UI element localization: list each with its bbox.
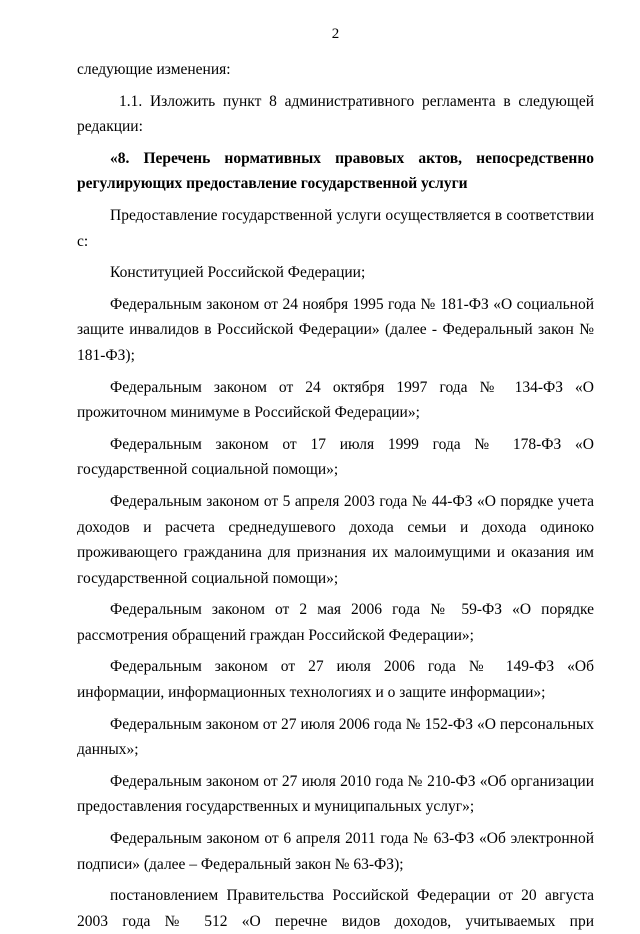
paragraph-intro: следующие изменения:	[77, 61, 231, 78]
list-item-law-181: Федеральным законом от 24 ноября 1995 года № 181-ФЗ «О социальной защите инвалидов в Российской Федерации» (далее - Федеральный закон № 181-ФЗ);	[77, 295, 594, 364]
list-item-law-134: Федеральным законом от 24 октября 1997 года № 134-ФЗ «О прожиточном минимуме в Российской Федерации»;	[77, 378, 594, 422]
list-item-law-63: Федеральным законом от 6 апреля 2011 года № 63-ФЗ «Об электронной подписи» (далее – Федеральный закон № 63-ФЗ);	[77, 830, 594, 873]
list-item-law-149: Федеральным законом от 27 июля 2006 года № 149-ФЗ «Об информации, информационных технологиях и о защите информации»;	[77, 658, 594, 702]
list-item-law-178: Федеральным законом от 17 июля 1999 года № 178-ФЗ «О государственной социальной помощи»;	[77, 435, 594, 479]
list-item-law-44: Федеральным законом от 5 апреля 2003 года № 44-ФЗ «О порядке учета доходов и расчета среднедушевого дохода семьи и дохода одиноко проживающего гражданина для признания их малоимущими и оказания им государственной социальной помощи»;	[77, 492, 594, 587]
paragraph-amendment-1-1: 1.1. Изложить пункт 8 административного регламента в следующей редакции:	[77, 92, 594, 136]
paragraph-basis: Предоставление государственной услуги осуществляется в соответствии с:	[77, 206, 594, 250]
list-item-law-152: Федеральным законом от 27 июля 2006 года № 152-ФЗ «О персональных данных»;	[77, 715, 594, 759]
list-item-law-59: Федеральным законом от 2 мая 2006 года № 59-ФЗ «О порядке рассмотрения обращений граждан Российской Федерации»;	[77, 601, 594, 644]
section-heading: «8. Перечень нормативных правовых актов, непосредственно регулирующих предоставление государственной услуги	[77, 149, 594, 193]
document-body	[77, 57, 594, 934]
list-item-constitution: Конституцией Российской Федерации;	[110, 264, 366, 282]
page-number: 2	[331, 26, 340, 42]
list-item-resolution-512: постановлением Правительства Российской Федерации от 20 августа 2003 года № 512 «О перечне видов доходов, учитываемых при	[77, 887, 594, 930]
list-item-law-210: Федеральным законом от 27 июля 2010 года № 210-ФЗ «Об организации предоставления государственных и муниципальных услуг»;	[77, 772, 594, 816]
